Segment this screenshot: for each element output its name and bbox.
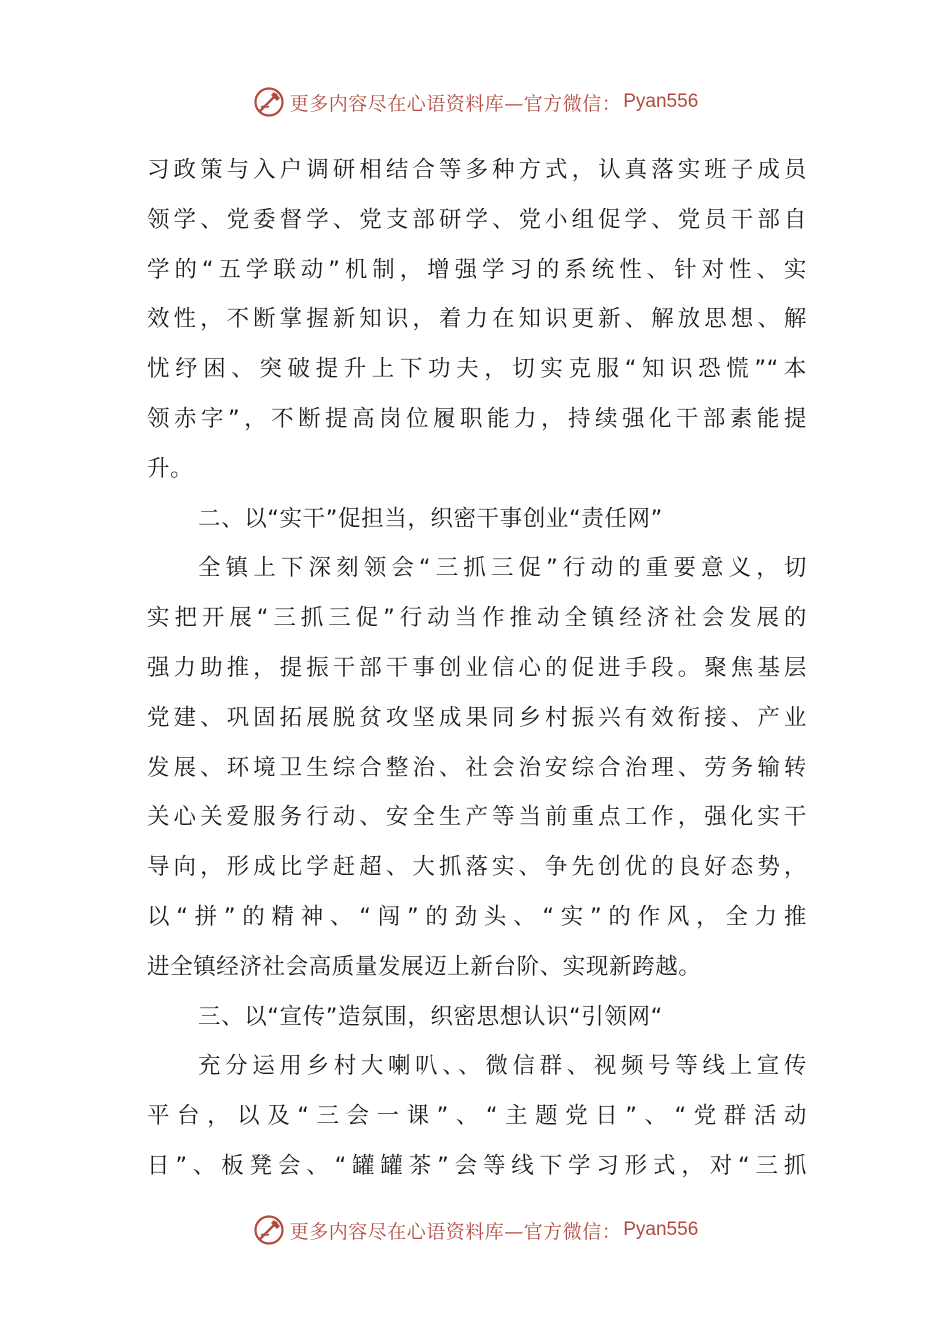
pen-logo-icon	[252, 1213, 286, 1247]
section-heading-2: 二、以“实干”促担当，织密干事创业“责任网”	[198, 505, 663, 532]
body-line: 强力助推，提振干部干事创业信心的促进手段。聚焦基层	[147, 654, 807, 681]
body-line: 实把开展“三抓三促”行动当作推动全镇经济社会发展的	[147, 605, 807, 632]
footer-banner-text: 更多内容尽在心语资料库—官方微信：	[289, 1220, 622, 1243]
header-banner	[0, 82, 950, 122]
body-line: 发展、环境卫生综合整治、社会治安综合治理、劳务输转	[147, 754, 807, 781]
footer-banner	[0, 1210, 950, 1250]
pen-logo-icon	[252, 85, 286, 119]
body-line: 升。	[147, 455, 194, 482]
body-line: 领赤字”，不断提高岗位履职能力，持续强化干部素能提	[147, 405, 807, 432]
body-line: 效性，不断掌握新知识，着力在知识更新、解放思想、解	[147, 306, 807, 333]
body-line: 学的“五学联动”机制，增强学习的系统性、针对性、实	[147, 256, 807, 283]
header-banner-text: 更多内容尽在心语资料库—官方微信：	[289, 92, 622, 115]
body-line: 党建、巩固拓展脱贫攻坚成果同乡村振兴有效衔接、产业	[147, 704, 807, 731]
body-line: 日”、板凳会、“罐罐茶”会等线下学习形式，对“三抓	[147, 1152, 807, 1179]
body-line: 忧纾困、突破提升上下功夫，切实克服“知识恐慌”“本	[147, 356, 807, 383]
body-line: 导向，形成比学赶超、大抓落实、争先创优的良好态势，	[147, 854, 807, 881]
document-body	[147, 146, 807, 1192]
body-line: 习政策与入户调研相结合等多种方式，认真落实班子成员	[147, 157, 807, 183]
body-line: 充分运用乡村大喇叭、、微信群、视频号等线上宣传	[198, 1053, 807, 1080]
body-line: 以“拼”的精神、“闯”的劲头、“实”的作风，全力推	[147, 903, 807, 930]
header-wechat-id: Pyan556	[623, 91, 699, 112]
footer-wechat-id: Pyan556	[623, 1219, 699, 1240]
body-line: 平台，以及“三会一课”、“主题党日”、“党群活动	[147, 1103, 807, 1130]
body-line: 进全镇经济社会高质量发展迈上新台阶、实现新跨越。	[147, 953, 702, 980]
body-line: 关心关爱服务行动、安全生产等当前重点工作，强化实干	[147, 804, 807, 831]
body-line: 全镇上下深刻领会“三抓三促”行动的重要意义，切	[198, 555, 807, 582]
body-line: 领学、党委督学、党支部研学、党小组促学、党员干部自	[147, 206, 807, 233]
section-heading-3: 三、以“宣传”造氛围，织密思想认识“引领网“	[198, 1003, 663, 1030]
